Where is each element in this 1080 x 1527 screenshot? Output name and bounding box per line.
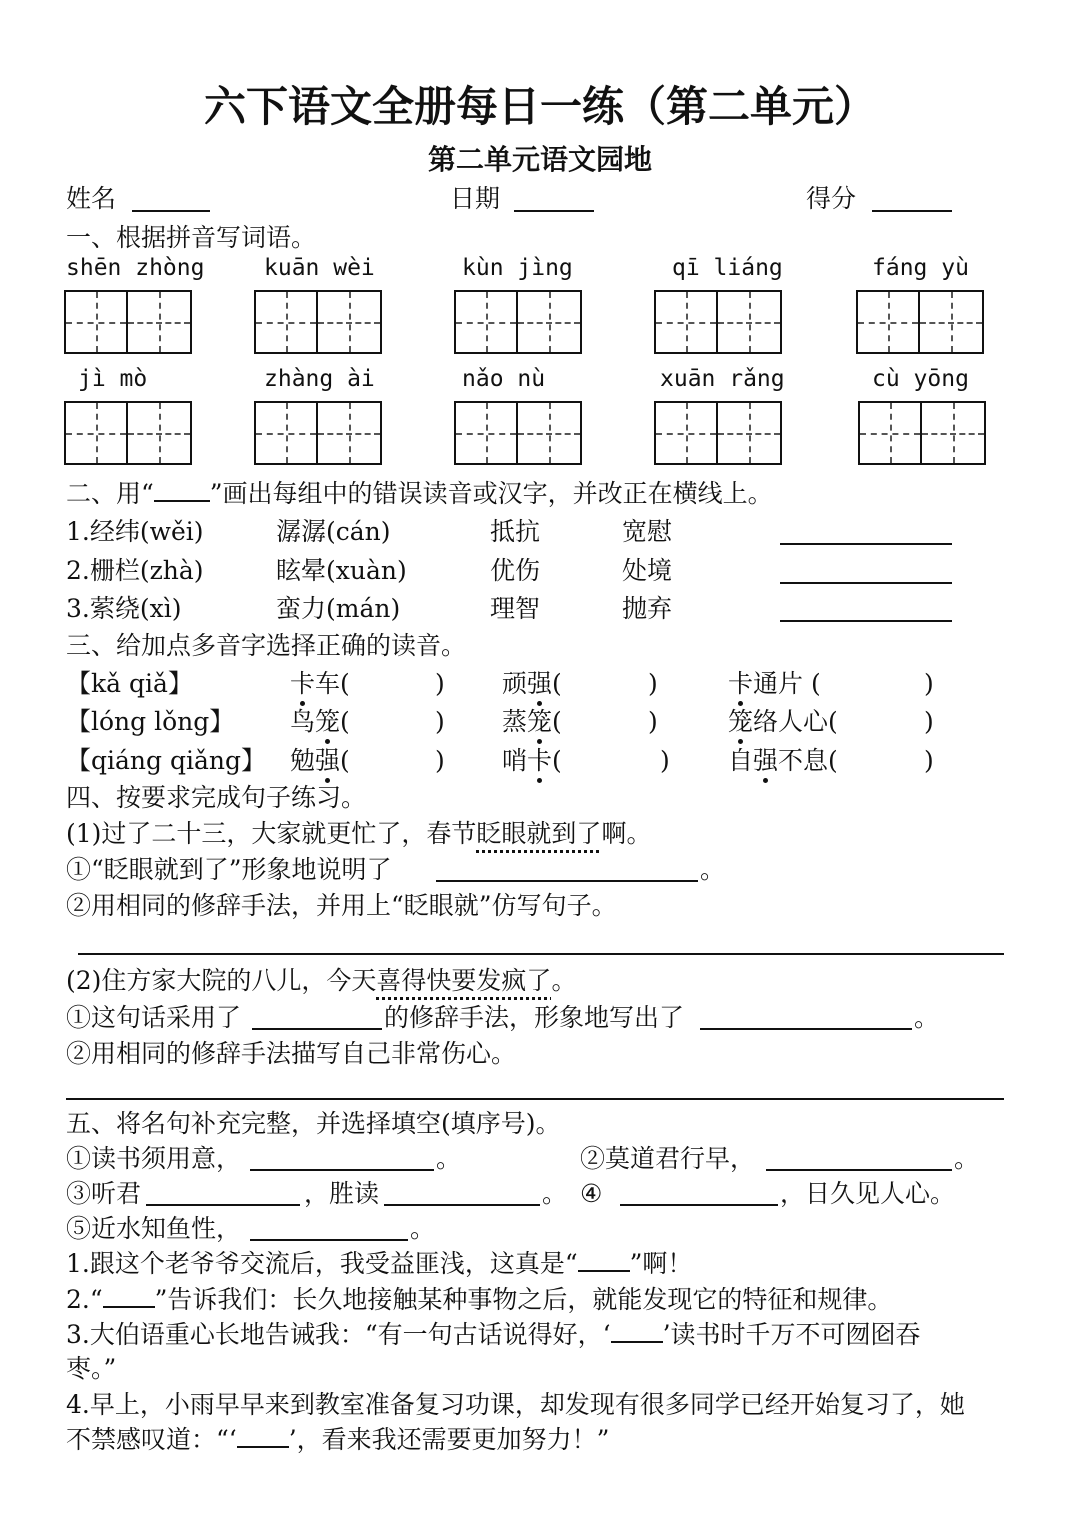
name-field[interactable]: [132, 210, 210, 212]
s2-row1-c: 抵抗: [490, 517, 541, 546]
s2-row1-a: 1.经纬(wěi): [66, 517, 204, 546]
s5-q2: 2.“ ”告诉我们：长久地接触某种事物之后，就能发现它的特征和规律。: [66, 1285, 893, 1314]
s3-row1-w3-close: ): [924, 669, 934, 698]
pinyin-8: nǎo nù: [462, 366, 546, 392]
section3-heading: 三、给加点多音字选择正确的读音。: [66, 631, 467, 660]
s5-q4-blank[interactable]: [237, 1446, 289, 1448]
section1-heading: 一、根据拼音写词语。: [66, 223, 317, 252]
s5-p3-blank1[interactable]: [146, 1204, 300, 1206]
s4-q2-sentence: (2)住方家大院的八儿，今天喜得快要发疯了。: [66, 966, 577, 995]
s2-row2-b: 眩晕(xuàn): [276, 556, 407, 585]
date-label: 日期: [450, 184, 501, 213]
pinyin-10: cù yōng: [872, 366, 969, 392]
s2-row2-d: 处境: [622, 556, 673, 585]
s5-p5: ⑤近水知鱼性，: [66, 1214, 242, 1243]
s5-p2: ②莫道君行早，: [580, 1144, 756, 1173]
s4-q2-a1: ①这句话采用了: [66, 1003, 242, 1032]
s5-q3-blank[interactable]: [611, 1341, 663, 1343]
s5-p3-end: 。: [542, 1179, 568, 1208]
s2-row1-answer[interactable]: [780, 543, 952, 545]
s3-row2-w2-close: ): [648, 707, 658, 736]
s5-p3b: ，胜读: [304, 1179, 380, 1208]
s4-q1-b-answer[interactable]: [78, 953, 1004, 955]
s5-p5-blank[interactable]: [250, 1239, 408, 1241]
date-field[interactable]: [514, 210, 594, 212]
section5-heading: 五、将名句补充完整，并选择填空(填序号)。: [66, 1109, 561, 1138]
s3-row3-w1-close: ): [435, 746, 445, 775]
s2-row3-answer[interactable]: [780, 620, 952, 622]
writing-grid-7[interactable]: [254, 401, 382, 465]
s5-p1-end: 。: [436, 1144, 462, 1173]
s2-row3-b: 蛮力(mán): [276, 594, 401, 623]
s3-row1-w2-close: ): [648, 669, 658, 698]
pinyin-5: fáng yù: [872, 255, 969, 281]
s2-row3-a: 3.萦绕(xì): [66, 594, 182, 623]
s5-p4-blank[interactable]: [620, 1204, 778, 1206]
s3-row3-w2-close: ): [660, 746, 670, 775]
s5-p4: ④: [580, 1179, 603, 1208]
writing-grid-1[interactable]: [64, 290, 192, 354]
pinyin-2: kuān wèi: [264, 255, 375, 281]
writing-grid-4[interactable]: [654, 290, 782, 354]
s5-p2-end: 。: [954, 1144, 980, 1173]
s3-row3-w1: 勉强(: [290, 746, 350, 775]
s3-row2-w1: 鸟笼(: [290, 707, 350, 736]
s4-q2-dotted: 喜得快要发疯了: [376, 966, 552, 995]
s5-q1: 1.跟这个老爷爷交流后，我受益匪浅，这真是“ ”啊！: [66, 1249, 693, 1278]
s3-row3-w2: 哨卡(: [502, 746, 562, 775]
s5-p4b: ，日久见人心。: [780, 1179, 956, 1208]
pinyin-1: shēn zhòng: [66, 255, 205, 281]
writing-grid-6[interactable]: [64, 401, 192, 465]
score-label: 得分: [806, 184, 857, 213]
pinyin-4: qī liáng: [672, 255, 783, 281]
s4-q1-sentence: (1)过了二十三，大家就更忙了，春节眨眼就到了啊。: [66, 819, 652, 848]
s3-row3-key: 【qiáng qiǎng】: [66, 746, 266, 775]
s2-row2-c: 优伤: [490, 556, 541, 585]
s4-q1-a-answer[interactable]: [436, 880, 698, 882]
page-title: 六下语文全册每日一练（第二单元）: [203, 82, 876, 131]
writing-grid-10[interactable]: [858, 401, 986, 465]
s5-q2-blank[interactable]: [103, 1306, 155, 1308]
s5-p2-blank[interactable]: [766, 1169, 952, 1171]
s4-q2-a2: 的修辞手法，形象地写出了: [384, 1003, 685, 1032]
s5-p1-blank[interactable]: [250, 1169, 434, 1171]
s5-q4-line2: 不禁感叹道：“‘ ’，看来我还需要更加努力！”: [66, 1425, 610, 1454]
s5-q3-line2: 枣。”: [66, 1354, 117, 1383]
s3-row1-w1: 卡车(: [290, 669, 350, 698]
s3-row2-w2: 蒸笼(: [502, 707, 562, 736]
s4-q2-b-answer[interactable]: [66, 1098, 1004, 1100]
s4-q2-a-blank1[interactable]: [252, 1028, 382, 1030]
s3-row2-w3: 笼络人心(: [728, 707, 838, 736]
s4-q1-a-end: 。: [700, 855, 726, 884]
s3-row3-w3: 自强不息(: [728, 746, 838, 775]
s2-row2-a: 2.栅栏(zhà): [66, 556, 204, 585]
s3-row1-w1-close: ): [435, 669, 445, 698]
s5-q1-blank[interactable]: [578, 1270, 630, 1272]
s2-row3-c: 理智: [490, 594, 541, 623]
s2-row2-answer[interactable]: [780, 582, 952, 584]
s3-row1-w3: 卡通片 (: [728, 669, 821, 698]
pinyin-9: xuān rǎng: [660, 366, 785, 392]
s5-p5-end: 。: [410, 1214, 436, 1243]
pinyin-7: zhàng ài: [264, 366, 375, 392]
writing-grid-9[interactable]: [654, 401, 782, 465]
pinyin-3: kùn jìng: [462, 255, 573, 281]
s3-row2-w1-close: ): [435, 707, 445, 736]
s5-p3a: ③听君: [66, 1179, 142, 1208]
s3-row2-key: 【lóng lǒng】: [66, 707, 235, 736]
writing-grid-5[interactable]: [856, 290, 984, 354]
s4-q2-a-blank2[interactable]: [700, 1028, 912, 1030]
section4-heading: 四、按要求完成句子练习。: [66, 783, 367, 812]
writing-grid-8[interactable]: [454, 401, 582, 465]
s3-row1-key: 【kǎ qiǎ】: [66, 669, 193, 698]
s4-q1-a: ①“眨眼就到了”形象地说明了: [66, 855, 392, 884]
score-field[interactable]: [872, 210, 952, 212]
s5-p1: ①读书须用意，: [66, 1144, 242, 1173]
s5-q4-line1: 4.早上，小雨早早来到教室准备复习功课，却发现有很多同学已经开始复习了，她: [66, 1390, 965, 1419]
s4-q1-b: ②用相同的修辞手法，并用上“眨眼就”仿写句子。: [66, 891, 617, 920]
s5-q3: 3.大伯语重心长地告诫我：“有一句古话说得好，‘ ’读书时千万不可囫囵吞: [66, 1320, 921, 1349]
s3-row2-w3-close: ): [924, 707, 934, 736]
writing-grid-3[interactable]: [454, 290, 582, 354]
s5-p3-blank2[interactable]: [384, 1204, 540, 1206]
section2-heading: 二、用“ ”画出每组中的错误读音或汉字，并改正在横线上。: [66, 479, 773, 508]
s2-row1-b: 潺潺(cán): [276, 517, 391, 546]
s4-q1-dotted: 眨眼就到了: [476, 819, 602, 848]
name-label: 姓名: [66, 184, 117, 213]
s3-row3-w3-close: ): [924, 746, 934, 775]
pinyin-6: jì mò: [78, 366, 148, 392]
writing-grid-2[interactable]: [254, 290, 382, 354]
page-subtitle: 第二单元语文园地: [427, 143, 652, 176]
s4-q2-a-end: 。: [914, 1003, 940, 1032]
s4-q2-b: ②用相同的修辞手法描写自己非常伤心。: [66, 1039, 517, 1068]
s3-row1-w2: 顽强(: [502, 669, 562, 698]
s2-row1-d: 宽慰: [622, 517, 673, 546]
s2-row3-d: 抛弃: [622, 594, 673, 623]
